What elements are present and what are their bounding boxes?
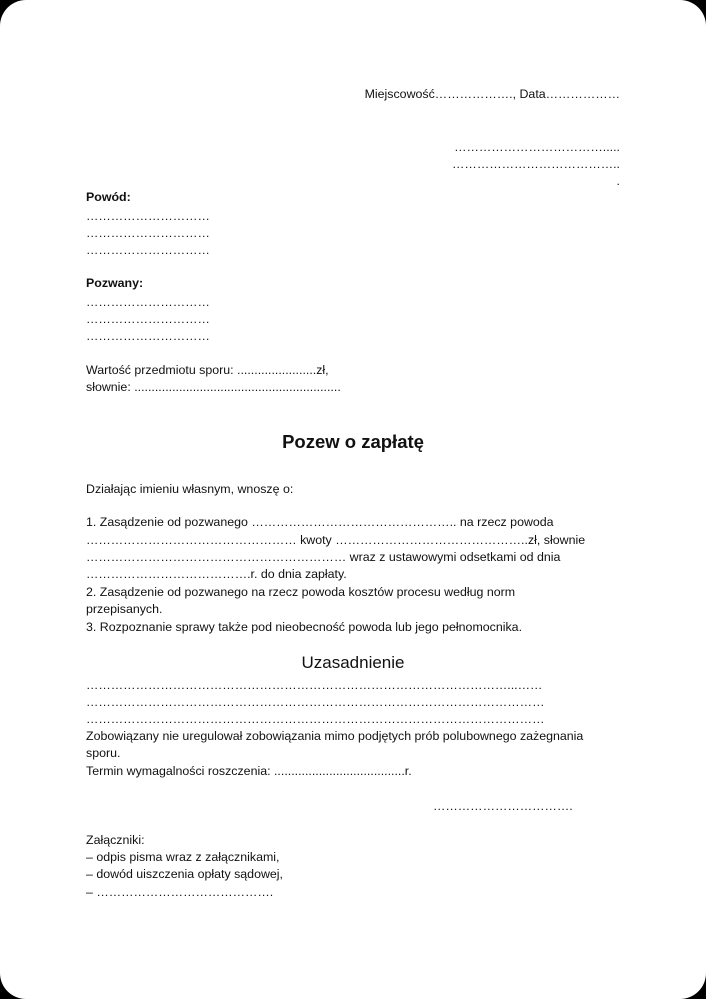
justification-heading: Uzasadnienie [301, 653, 405, 672]
claim-line-6: przepisanych. [86, 602, 163, 616]
claim-line-7: 3. Rozpoznanie sprawy także pod nieobecność powoda lub jego pełnomocnika. [86, 620, 523, 634]
justification-line-5: sporu. [86, 746, 121, 760]
claim-line-1: 1. Zasądzenie od pozwanego ………………………………………….. na rzecz powoda [86, 515, 554, 529]
justification-line-2: ………………………………………………………………………………………………… [86, 695, 545, 709]
claim-line-5: 2. Zasądzenie od pozwanego na rzecz powoda kosztów procesu według norm [86, 585, 516, 599]
plaintiff-label: Powód: [86, 190, 131, 204]
defendant-label: Pozwany: [86, 276, 144, 290]
justification-line-1: …………………………………………………………………………………………...…… [86, 678, 543, 692]
court-line-3: . [616, 174, 620, 188]
claim-line-3: ……………………………………………………… wraz z ustawowymi odsetkami od dnia [86, 550, 561, 564]
document-title: Pozew o zapłatę [282, 431, 424, 452]
intro-text: Działając imieniu własnym, wnoszę o: [86, 482, 294, 496]
dispute-value-words: słownie: ............................................................ [86, 380, 341, 394]
attachments-label: Załączniki: [86, 833, 145, 847]
justification-line-3: ………………………………………………………………………………………………… [86, 712, 545, 726]
defendant-line-3: ………………………… [86, 329, 210, 343]
attachment-item-1: – odpis pisma wraz z załącznikami, [86, 850, 280, 864]
place-date-line: Miejscowość………………., Data……………… [364, 87, 620, 101]
justification-line-4: Zobowiązany nie uregulował zobowiązania mimo podjętych prób polubownego zażegnania [86, 729, 584, 743]
defendant-line-1: ………………………… [86, 295, 210, 309]
plaintiff-line-1: ………………………… [86, 209, 210, 223]
plaintiff-line-2: ………………………… [86, 226, 210, 240]
defendant-line-2: ………………………… [86, 312, 210, 326]
attachment-item-3: – ……………………………………. [86, 885, 274, 899]
claim-line-2: …………………………………………… kwoty ………………………………………..zł, słownie [86, 533, 586, 547]
justification-line-6: Termin wymagalności roszczenia: ......................................r. [86, 764, 412, 778]
dispute-value-line: Wartość przedmiotu sporu: .......................zł, [86, 363, 329, 377]
claim-line-4: ………………………………….r. do dnia zapłaty. [86, 567, 347, 581]
court-line-1: ………………………………..... [454, 140, 620, 154]
court-line-2: ………………………………….. [452, 157, 620, 171]
plaintiff-line-3: ………………………… [86, 243, 210, 257]
attachment-item-2: – dowód uiszczenia opłaty sądowej, [86, 867, 283, 881]
signature-line: ……………………………. [433, 799, 573, 813]
